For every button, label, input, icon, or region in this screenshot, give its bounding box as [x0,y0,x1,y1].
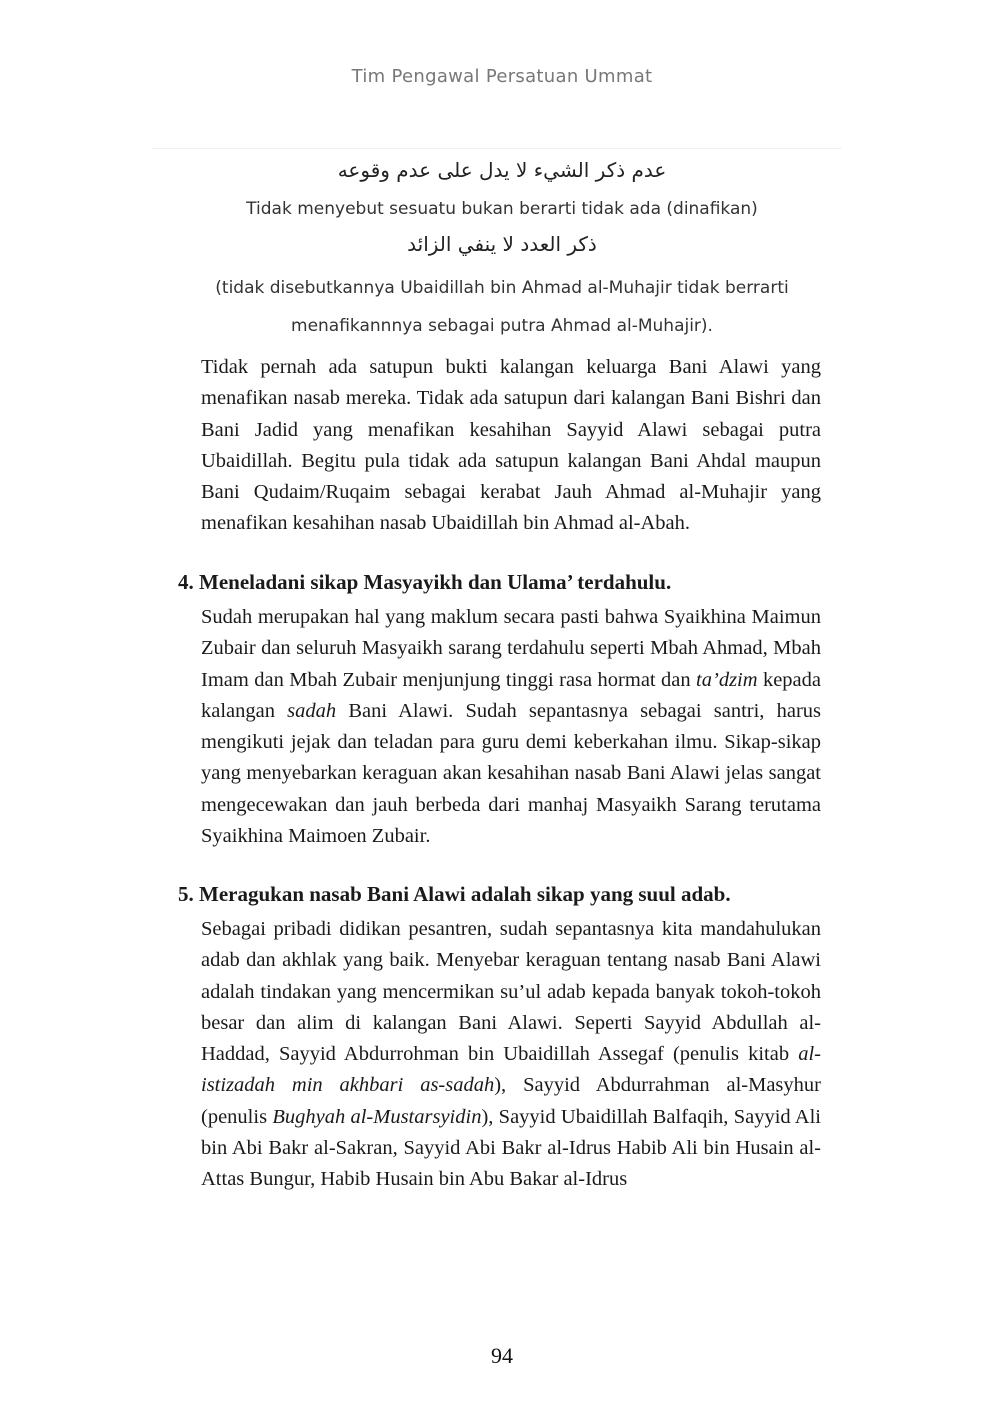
para2-italic-sadah: sadah [287,699,337,722]
arabic-quote-1: عدم ذكر الشيء لا يدل على عدم وقوعه [337,158,667,182]
quote-translation-2-line-1: (tidak disebutkannya Ubaidillah bin Ahmad al-Muhajir tidak berrarti [215,278,789,298]
para3-text-e: ), Sayyid Ubaidillah Balfaqih, Sayyid Ali bin Abi Bakr al-Sakran, Sayyid Abi Bakr al-Idrus Habib Ali bin Husain al-Attas Bungur, Habib Husain bin Abu Bakar al-Idrus [201,1105,822,1191]
para3-italic-book-title-2: Bughyah al-Mustarsyidin [272,1105,482,1128]
arabic-quote-2: ذكر العدد لا ينفي الزائد [407,232,597,256]
para3-text-a: Sebagai pribadi didikan pesantren, sudah sepantasnya kita mandahulukan adab dan akhlak yang baik. Menyebar keraguan tentang nasab Bani Alawi adalah tindakan yang mencermikan su’ul adab kepada banyak tokoh-tokoh besar dan alim di kalangan Bani Alawi. Seperti Sayyid Abdullah al-Haddad, Sayyid Abdurrohman bin Ubaidillah Assegaf (penulis kitab [201,918,821,1066]
body-paragraph-3 [201,914,821,1196]
para2-text-a: Sudah merupakan hal yang maklum secara pasti bahwa Syaikhina Maimun Zubair dan seluruh Masyaikh sarang terdahulu seperti Mbah Ahmad, Mbah Imam dan Mbah Zubair menjunjung tinggi rasa hormat dan [201,606,821,691]
para2-text-e: Bani Alawi. Sudah sepantasnya sebagai santri, harus mengikuti jejak dan teladan para guru demi keberkahan ilmu. Sikap-sikap yang menyebarkan keraguan akan kesahihan nasab Bani Alawi jelas sangat mengecewakan dan jauh berbeda dari manhaj Masyaikh Sarang terutama Syaikhina Maimoen Zubair. [201,699,821,848]
list-item-4-heading: 4. Meneladani sikap Masyayikh dan Ulama’ terdahulu. [178,570,672,594]
para3-text-c: ), Sayyid Abdurrahman al-Masyhur (penulis [201,1074,821,1128]
list-item-5-heading: 5. Meragukan nasab Bani Alawi adalah sikap yang suul adab. [178,882,731,906]
body-paragraph-2 [201,602,821,852]
para2-italic-tadzim: ta’dzim [696,668,758,691]
body-paragraph-1: Tidak pernah ada satupun bukti kalangan keluarga Bani Alawi yang menafikan nasab mereka. Tidak ada satupun dari kalangan Bani Bishri dan Bani Jadid yang menafikan kesahihan Sayyid Alawi sebagai putra Ubaidillah. Begitu pula tidak ada satupun kalangan Bani Ahdal maupun Bani Qudaim/Ruqaim sebagai kerabat Jauh Ahmad al-Muhajir yang menafikan kesahihan nasab Ubaidillah bin Ahmad al-Abah. [201,356,821,535]
running-header: Tim Pengawal Persatuan Ummat [351,66,653,87]
quote-translation-1: Tidak menyebut sesuatu bukan berarti tidak ada (dinafikan) [246,199,758,219]
para2-text-c: kepada kalangan [201,668,822,722]
quote-translation-2-line-2: menafikannnya sebagai putra Ahmad al-Muhajir). [291,316,713,336]
header-divider [152,148,842,149]
para3-italic-book-title-1: al-istizadah min akhbari as-sadah [201,1043,821,1097]
page-number: 94 [491,1343,513,1368]
